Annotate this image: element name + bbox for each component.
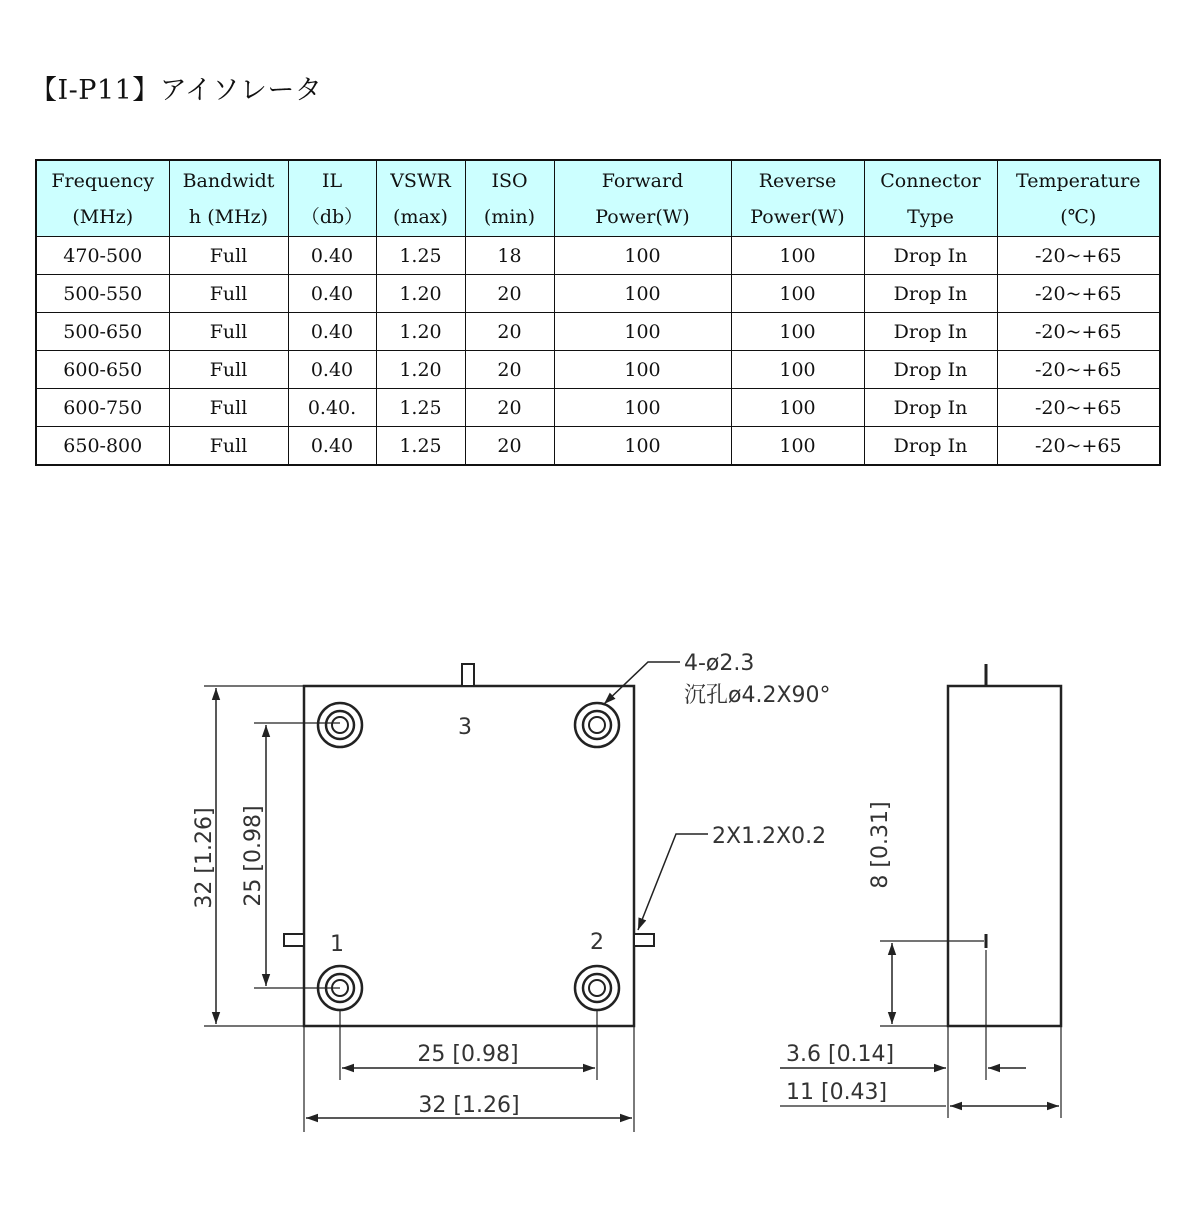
table-cell: 100 (554, 427, 731, 466)
table-cell: Full (169, 389, 288, 427)
dim-side-pin: 3.6 [0.14] (786, 1042, 895, 1067)
table-cell: 20 (465, 427, 554, 466)
table-cell: Full (169, 351, 288, 389)
table-cell: 470-500 (36, 237, 169, 275)
table-cell: 100 (554, 313, 731, 351)
table-cell: 1.25 (376, 427, 465, 466)
table-cell: 20 (465, 313, 554, 351)
tab-callout: 2X1.2X0.2 (712, 824, 827, 849)
table-cell: Drop In (864, 237, 997, 275)
table-cell: -20~+65 (997, 313, 1160, 351)
table-cell: 1.20 (376, 351, 465, 389)
table-cell: 100 (554, 237, 731, 275)
table-cell: 100 (731, 237, 864, 275)
table-cell: 600-650 (36, 351, 169, 389)
table-cell: 100 (731, 351, 864, 389)
table-cell: 100 (554, 351, 731, 389)
header-connector-type: Connector Type (864, 160, 997, 237)
dim-side-width: 11 [0.43] (786, 1080, 888, 1105)
tab-callout-leader (638, 834, 708, 930)
dim-height-inner: 25 [0.98] (241, 805, 266, 907)
port-1-tab (284, 934, 304, 946)
table-cell: Full (169, 275, 288, 313)
header-reverse-power: Reverse Power(W) (731, 160, 864, 237)
table-cell: Full (169, 427, 288, 466)
table-cell: 0.40 (288, 313, 376, 351)
table-cell: -20~+65 (997, 427, 1160, 466)
table-cell: 100 (731, 427, 864, 466)
dim-side-height: 8 [0.31] (868, 801, 893, 889)
table-cell: -20~+65 (997, 237, 1160, 275)
header-il: IL （db） (288, 160, 376, 237)
table-cell: 0.40 (288, 237, 376, 275)
table-cell: -20~+65 (997, 389, 1160, 427)
table-cell: 0.40 (288, 275, 376, 313)
mounting-hole-icon (575, 966, 619, 1010)
table-cell: 500-650 (36, 313, 169, 351)
hole-callout-leader (604, 662, 680, 704)
table-cell: Full (169, 237, 288, 275)
table-cell: 100 (731, 389, 864, 427)
table-cell: 650-800 (36, 427, 169, 466)
table-cell: 20 (465, 351, 554, 389)
table-cell: 18 (465, 237, 554, 275)
table-cell: 100 (731, 313, 864, 351)
header-bandwidth: Bandwidt h (MHz) (169, 160, 288, 237)
port-2-label: 2 (590, 930, 604, 955)
mounting-hole-icon (318, 703, 362, 747)
page-title: 【I-P11】アイソレータ (30, 75, 323, 106)
table-cell: 1.20 (376, 275, 465, 313)
table-cell: 0.40. (288, 389, 376, 427)
table-cell: Drop In (864, 275, 997, 313)
table-cell: -20~+65 (997, 351, 1160, 389)
table-cell: Drop In (864, 351, 997, 389)
hole-callout-1: 4-ø2.3 (684, 651, 755, 676)
table-cell: 1.25 (376, 389, 465, 427)
header-forward-power: Forward Power(W) (554, 160, 731, 237)
header-frequency: Frequency (MHz) (36, 160, 169, 237)
port-3-label: 3 (458, 715, 472, 740)
table-cell: 0.40 (288, 427, 376, 466)
dim-width-inner: 25 [0.98] (417, 1042, 519, 1067)
table-cell: Drop In (864, 389, 997, 427)
header-vswr: VSWR (max) (376, 160, 465, 237)
header-temperature: Temperature (℃) (997, 160, 1160, 237)
table-cell: Full (169, 313, 288, 351)
port-2-tab (634, 934, 654, 946)
header-iso: ISO (min) (465, 160, 554, 237)
table-cell: 100 (731, 275, 864, 313)
table-cell: 1.25 (376, 237, 465, 275)
table-cell: 20 (465, 275, 554, 313)
table-cell: Drop In (864, 313, 997, 351)
table-cell: 1.20 (376, 313, 465, 351)
top-view (192, 651, 831, 1132)
table-cell: 600-750 (36, 389, 169, 427)
table-cell: 500-550 (36, 275, 169, 313)
hole-callout-2: 沉孔ø4.2X90° (684, 683, 831, 708)
table-cell: 100 (554, 389, 731, 427)
mounting-hole-icon (575, 703, 619, 747)
table-cell: 100 (554, 275, 731, 313)
side-housing-outline (948, 686, 1061, 1026)
table-cell: Drop In (864, 427, 997, 466)
table-cell: -20~+65 (997, 275, 1160, 313)
table-cell: 0.40 (288, 351, 376, 389)
dim-height-outer: 32 [1.26] (192, 807, 217, 909)
port-3-tab (462, 664, 474, 686)
port-1-label: 1 (330, 932, 344, 957)
dim-width-outer: 32 [1.26] (418, 1093, 520, 1118)
side-view (780, 664, 1061, 1118)
table-cell: 20 (465, 389, 554, 427)
